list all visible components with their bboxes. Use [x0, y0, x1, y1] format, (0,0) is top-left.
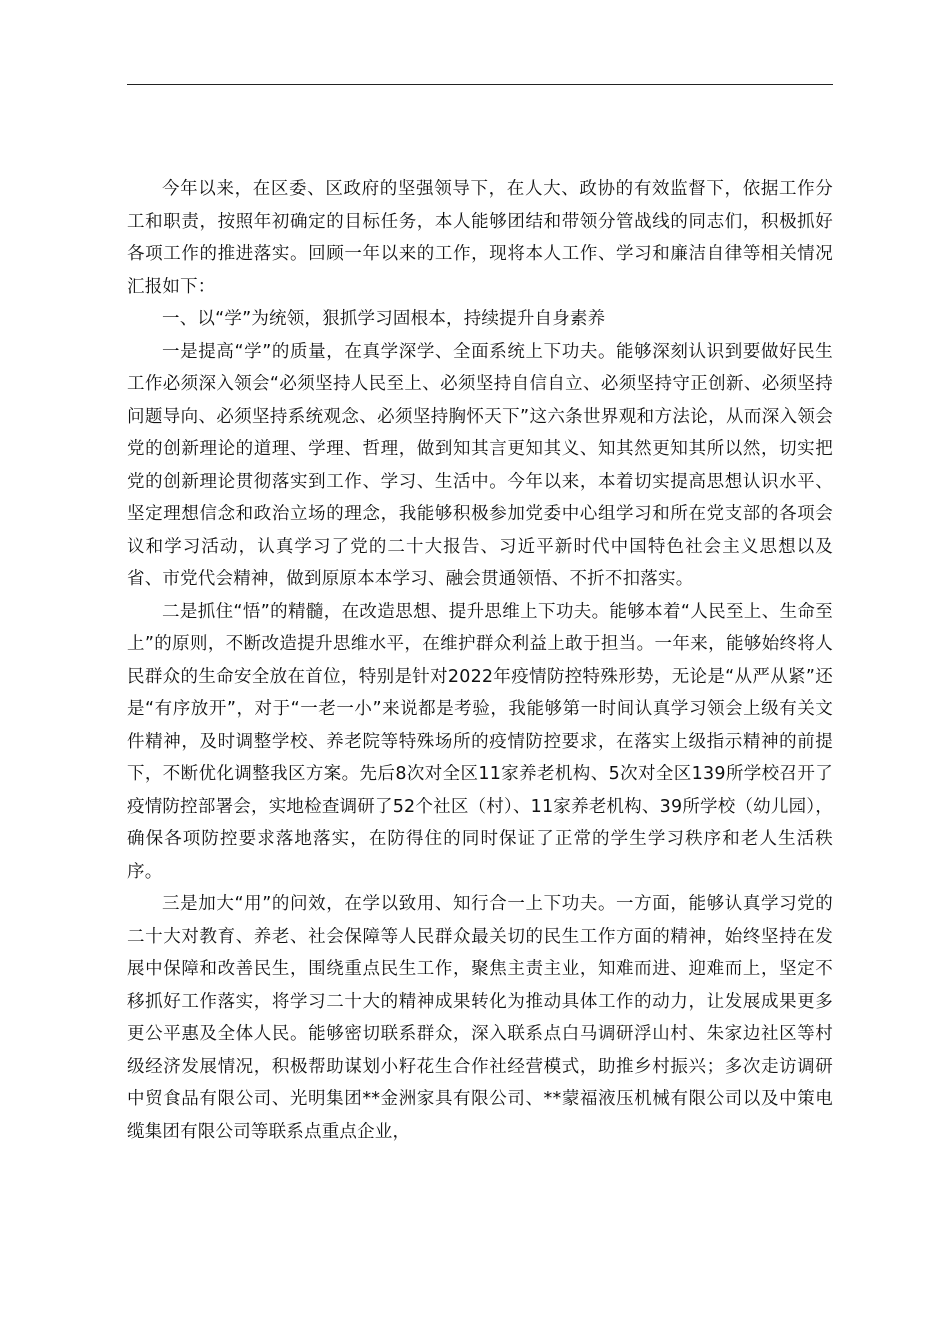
section-heading: 一、以“学”为统领，狠抓学习固根本，持续提升自身素养: [162, 309, 606, 329]
document-body: [127, 173, 833, 1148]
intro-paragraph: 今年以来，在区委、区政府的坚强领导下，在人大、政协的有效监督下，依据工作分工和职责，按照年初确定的目标任务，本人能够团结和带领分管战线的同志们，积极抓好各项工作的推进落实。回顾一年以来的工作，现将本人工作、学习和廉洁自律等相关情况汇报如下：: [127, 179, 833, 297]
header-rule: [127, 84, 833, 85]
paragraph-understanding: 二是抓住“悟”的精髓，在改造思想、提升思维上下功夫。能够本着“人民至上、生命至上”的原则，不断改造提升思维水平，在维护群众利益上敢于担当。一年来，能够始终将人民群众的生命安全放在首位，特别是针对2022年疫情防控特殊形势，无论是“从严从紧”还是“有序放开”，对于“一老一小”来说都是考验，我能够第一时间认真学习领会上级有关文件精神，及时调整学校、养老院等特殊场所的疫情防控要求，在落实上级指示精神的前提下，不断优化调整我区方案。先后8次对全区11家养老机构、5次对全区139所学校召开了疫情防控部署会，实地检查调研了52个社区（村）、11家养老机构、39所学校（幼儿园），确保各项防控要求落地落实，在防得住的同时保证了正常的学生学习秩序和老人生活秩序。: [127, 601, 833, 882]
paragraph-study-quality: 一是提高“学”的质量，在真学深学、全面系统上下功夫。能够深刻认识到要做好民生工作必须深入领会“必须坚持人民至上、必须坚持自信自立、必须坚持守正创新、必须坚持问题导向、必须坚持系统观念、必须坚持胸怀天下”这六条世界观和方法论，从而深入领会党的创新理论的道理、学理、哲理，做到知其言更知其义、知其然更知其所以然，切实把党的创新理论贯彻落实到工作、学习、生活中。今年以来，本着切实提高思想认识水平、坚定理想信念和政治立场的理念，我能够积极参加党委中心组学习和所在党支部的各项会议和学习活动，认真学习了党的二十大报告、习近平新时代中国特色社会主义思想以及省、市党代会精神，做到原原本本学习、融会贯通领悟、不折不扣落实。: [127, 341, 833, 589]
paragraph-application: 三是加大“用”的问效，在学以致用、知行合一上下功夫。一方面，能够认真学习党的二十大对教育、养老、社会保障等人民群众最关切的民生工作方面的精神，始终坚持在发展中保障和改善民生，围绕重点民生工作，聚焦主责主业，知难而进、迎难而上，坚定不移抓好工作落实，将学习二十大的精神成果转化为推动具体工作的动力，让发展成果更多更公平惠及全体人民。能够密切联系群众，深入联系点白马调研浮山村、朱家边社区等村级经济发展情况，积极帮助谋划小籽花生合作社经营模式，助推乡村振兴；多次走访调研中贸食品有限公司、光明集团**金洲家具有限公司、**蒙福液压机械有限公司以及中策电缆集团有限公司等联系点重点企业，: [127, 894, 833, 1142]
